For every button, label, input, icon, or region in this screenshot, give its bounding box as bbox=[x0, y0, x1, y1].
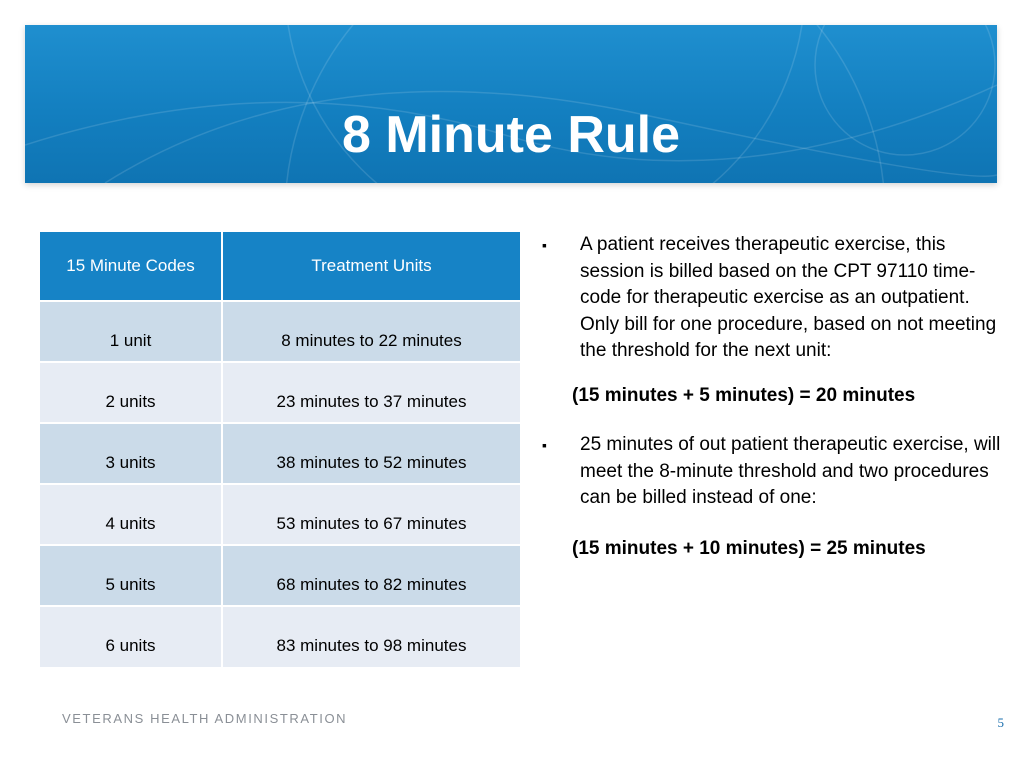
column-header: Treatment Units bbox=[222, 232, 520, 301]
table-cell: 1 unit bbox=[40, 301, 222, 362]
table-cell: 6 units bbox=[40, 606, 222, 667]
table-row bbox=[40, 545, 520, 606]
bullet-item bbox=[540, 232, 1010, 365]
bullet-list bbox=[540, 232, 1010, 562]
table-cell: 5 units bbox=[40, 545, 222, 606]
table-cell: 8 minutes to 22 minutes bbox=[222, 301, 520, 362]
page-number: 5 bbox=[997, 715, 1004, 730]
table-header-row bbox=[40, 232, 520, 301]
title-banner bbox=[25, 25, 997, 183]
table-cell: 83 minutes to 98 minutes bbox=[222, 606, 520, 667]
square-bullet-icon: ▪ bbox=[542, 437, 547, 453]
bullet-item bbox=[540, 432, 1010, 512]
table-cell: 38 minutes to 52 minutes bbox=[222, 423, 520, 484]
table-row bbox=[40, 423, 520, 484]
table-row bbox=[40, 362, 520, 423]
table-cell: 68 minutes to 82 minutes bbox=[222, 545, 520, 606]
equation-text: (15 minutes + 5 minutes) = 20 minutes bbox=[572, 384, 916, 406]
table-row bbox=[40, 606, 520, 667]
bullet-text: A patient receives therapeutic exercise, this session is billed based on the CPT 97110 time-code for therapeutic exercise as an outpatient. Only bill for one procedure, based on not meeting the threshold for the next unit: bbox=[580, 234, 997, 361]
table-row bbox=[40, 484, 520, 545]
units-table bbox=[40, 232, 520, 667]
column-header: 15 Minute Codes bbox=[40, 232, 222, 301]
page-title: 8 Minute Rule bbox=[341, 106, 681, 164]
equation-text: (15 minutes + 10 minutes) = 25 minutes bbox=[572, 537, 926, 559]
square-bullet-icon: ▪ bbox=[542, 237, 547, 253]
table-cell: 3 units bbox=[40, 423, 222, 484]
table-cell: 53 minutes to 67 minutes bbox=[222, 484, 520, 545]
table-cell: 4 units bbox=[40, 484, 222, 545]
table-cell: 2 units bbox=[40, 362, 222, 423]
table-row bbox=[40, 301, 520, 362]
table-cell: 23 minutes to 37 minutes bbox=[222, 362, 520, 423]
bullet-text: 25 minutes of out patient therapeutic exercise, will meet the 8-minute threshold and two procedures can be billed instead of one: bbox=[580, 434, 1001, 508]
footer-organization: VETERANS HEALTH ADMINISTRATION bbox=[62, 711, 348, 726]
